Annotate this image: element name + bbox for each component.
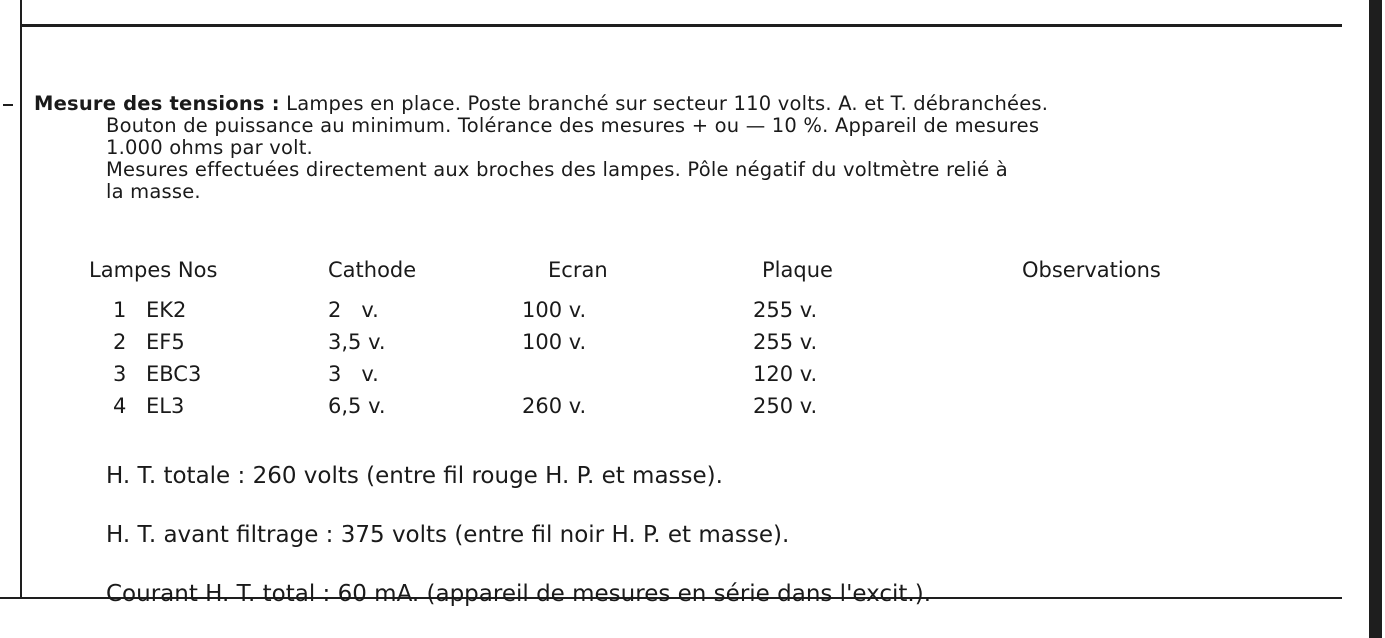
left-border [20, 0, 22, 598]
intro-line-2: Bouton de puissance au minimum. Tolérance des mesures + ou — 10 %. Appareil de mesures [106, 114, 1040, 137]
row-1-plaque: 255 v. [753, 298, 818, 322]
row-4-cathode: 6,5 v. [328, 394, 386, 418]
intro-line-3: 1.000 ohms par volt. [106, 136, 313, 159]
ht-totale: H. T. totale : 260 volts (entre fil rouge H. P. et masse). [106, 463, 723, 489]
row-3-num: 3 [113, 362, 127, 386]
intro-line-1 [34, 93, 1048, 115]
row-2-name: EF5 [146, 330, 185, 354]
intro-line-5: la masse. [106, 180, 201, 203]
row-1-cathode: 2 v. [328, 298, 379, 322]
right-border [1369, 0, 1382, 638]
row-1-name: EK2 [146, 298, 187, 322]
row-3-cathode: 3 v. [328, 362, 379, 386]
header-observations: Observations [1022, 258, 1161, 282]
row-2-num: 2 [113, 330, 127, 354]
header-cathode: Cathode [328, 258, 417, 282]
row-3-plaque: 120 v. [753, 362, 818, 386]
row-4-name: EL3 [146, 394, 185, 418]
row-4-num: 4 [113, 394, 127, 418]
top-rule [20, 24, 1342, 27]
header-plaque: Plaque [762, 258, 833, 282]
row-2-plaque: 255 v. [753, 330, 818, 354]
row-1-num: 1 [113, 298, 127, 322]
margin-tick [3, 104, 13, 106]
row-1-ecran: 100 v. [522, 298, 587, 322]
intro-lead: Mesure des tensions : [34, 92, 280, 115]
intro-line-4: Mesures effectuées directement aux broches des lampes. Pôle négatif du voltmètre relié à [106, 158, 1008, 181]
row-3-name: EBC3 [146, 362, 202, 386]
row-4-ecran: 260 v. [522, 394, 587, 418]
header-ecran: Ecran [548, 258, 608, 282]
ht-avant-filtrage: H. T. avant filtrage : 375 volts (entre fil noir H. P. et masse). [106, 522, 790, 548]
intro-line-1-rest: Lampes en place. Poste branché sur secteur 110 volts. A. et T. débranchées. [286, 92, 1049, 115]
row-4-plaque: 250 v. [753, 394, 818, 418]
row-2-ecran: 100 v. [522, 330, 587, 354]
header-lampes: Lampes Nos [89, 258, 218, 282]
row-2-cathode: 3,5 v. [328, 330, 386, 354]
courant-ht-total: Courant H. T. total : 60 mA. (appareil de mesures en série dans l'excit.). [106, 581, 932, 607]
